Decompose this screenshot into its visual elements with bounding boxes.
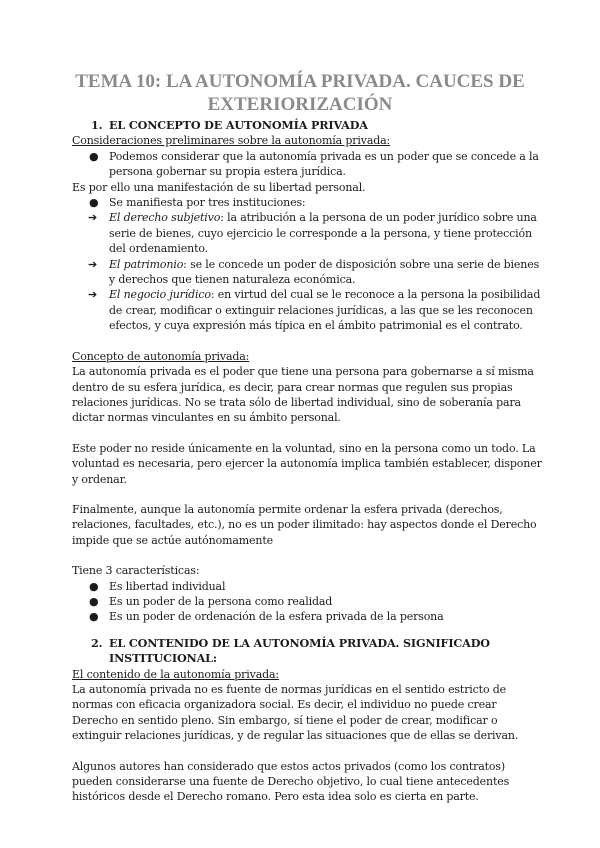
section-2-heading bbox=[72, 636, 542, 667]
arrow-item-patrimonio: ➔ El patrimonio: se le concede un poder de disposición sobre una serie de bienes y derechos que tienen naturaleza económica. bbox=[88, 257, 540, 287]
bullet-icon: ● bbox=[89, 149, 99, 163]
paragraph: La autonomía privada no es fuente de normas jurídicas en el sentido estricto de normas con eficacia organizadora social. Es decir, el individuo no puede crear Derecho en sentido pleno. Sin embargo, sí tiene el poder de crear, modificar o extinguir relaciones jurídicas, y de regular las situaciones que de ellas se derivan. bbox=[72, 683, 519, 743]
paragraph: Algunos autores han considerado que estos actos privados (como los contratos) pueden considerarse una fuente de Derecho objetivo, lo cual tiene antecedentes históricos desde el Derecho romano. Pero esta idea solo es cierta en parte. bbox=[72, 759, 510, 804]
section-1-title: EL CONCEPTO DE AUTONOMÍA PRIVADA bbox=[109, 118, 368, 132]
section-1-number: 1. bbox=[91, 118, 103, 132]
list-item: ● Es libertad individual bbox=[89, 579, 226, 593]
term: El negocio jurídico bbox=[109, 288, 211, 302]
caracteristicas-intro: Tiene 3 características: bbox=[72, 564, 200, 578]
section-2-number: 2. bbox=[91, 635, 103, 650]
arrow-right-icon: ➔ bbox=[88, 257, 98, 271]
paragraph: La autonomía privada es el poder que tiene una persona para gobernarse a sí misma dentro de su esfera jurídica, es decir, para crear normas que regulen sus propias relaciones jurídicas. No se trata sólo de libertad individual, sino de soberanía para dictar normas vinculantes en su ámbito personal. bbox=[72, 365, 534, 425]
paragraph: Este poder no reside únicamente en la voluntad, sino en la persona como un todo. La voluntad es necesaria, pero ejercer la autonomía implica también establecer, disponer y ordenar. bbox=[72, 441, 542, 486]
page-title: TEMA 10: LA AUTONOMÍA PRIVADA. CAUCES DE EXTERIORIZACIÓN bbox=[75, 71, 525, 115]
list-item: ● Es un poder de la persona como realidad bbox=[89, 594, 333, 608]
bullet-icon: ● bbox=[89, 610, 99, 624]
list-item: ● Se manifiesta por tres instituciones: bbox=[89, 196, 306, 210]
section-1-heading bbox=[72, 118, 542, 133]
bullet-icon: ● bbox=[89, 579, 99, 593]
list-item: ● Es un poder de ordenación de la esfera privada de la persona bbox=[89, 610, 444, 624]
list-item: ● Podemos considerar que la autonomía privada es un poder que se concede a la persona gobernar su propia estera jurídica. bbox=[89, 149, 539, 179]
prelim-label: Consideraciones preliminares sobre la autonomía privada: bbox=[72, 134, 391, 148]
libertad-paragraph: Es por ello una manifestación de su libertad personal. bbox=[72, 180, 366, 194]
concepto-label: Concepto de autonomía privada: bbox=[72, 349, 250, 363]
arrow-right-icon: ➔ bbox=[88, 288, 98, 302]
term: El derecho subjetivo bbox=[109, 211, 221, 225]
contenido-label: El contenido de la autonomía privada: bbox=[72, 667, 279, 681]
arrow-item-negocio-juridico: ➔ El negocio jurídico: en virtud del cual se le reconoce a la persona la posibilidad de crear, modificar o extinguir relaciones jurídicas, a las que se les reconocen efectos, y cuya expresión más típica en el ámbito patrimonial es el contrato. bbox=[88, 288, 541, 333]
bullet-icon: ● bbox=[89, 196, 99, 210]
term: El patrimonio bbox=[109, 257, 184, 271]
arrow-right-icon: ➔ bbox=[88, 211, 98, 225]
section-2-title: EL CONTENIDO DE LA AUTONOMÍA PRIVADA. SIGNIFICADO INSTITUCIONAL: bbox=[109, 635, 490, 666]
paragraph: Finalmente, aunque la autonomía permite ordenar la esfera privada (derechos, relaciones, facultades, etc.), no es un poder ilimitado: hay aspectos donde el Derecho impide que se actúe autónomamente bbox=[72, 502, 537, 547]
document-body bbox=[72, 118, 542, 805]
bullet-icon: ● bbox=[89, 594, 99, 608]
arrow-item-derecho-subjetivo: ➔ El derecho subjetivo: la atribución a la persona de un poder jurídico sobre una serie de bienes, cuyo ejercicio le corresponde a la persona, y tiene protección del ordenamiento. bbox=[88, 211, 537, 256]
